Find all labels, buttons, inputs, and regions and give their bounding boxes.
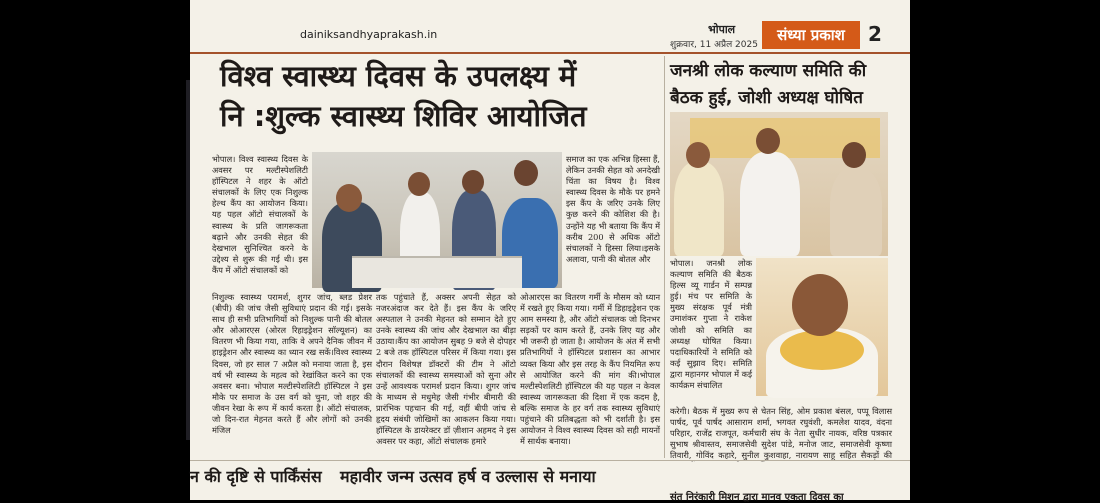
main-story-col1: निशुल्क स्वास्थ्य परामर्श, शुगर जांच, ब्लड प्रेशर (बीपी) की जांच जैसी सुविधाएं प्रदान की गई। इसके साथ ही सभी प्रतिभागियों को निशुल्क पानी की बोतल और ओआरएस (ओरल रिहाइड्रेशन सॉल्यूशन) का वितरण भी किया गया, ताकि वे अपने दैनिक जीवन में हाइड्रेशन और स्वास्थ्य का ध्यान रख सकें।विश्व स्वास्थ्य दिवस, जो हर साल 7 अप्रैल को मनाया जाता है, इस वर्ष भी स्वास्थ्य के महत्व को रेखांकित करने का एक अवसर बना। भोपाल मल्टीस्पेशलिटी हॉस्पिटल ने इस मौके पर समाज के उस वर्ग को चुना, जो शहर की जीवन रेखा के रूप में कार्य करता है। ऑटो संचालक, जो दिन-रात मेहनत करते हैं और लोगों को उनकी मंजिल [212,292,372,436]
website-url: dainiksandhyaprakash.in [300,28,438,41]
footer-headline-right: संत निरंकारी मिशन द्वारा मानव एकता दिवस का [670,492,844,503]
right-black-margin [910,0,1100,500]
side-headline: जनश्री लोक कल्याण समिति की बैठक हुई, जोशी अध्यक्ष घोषित [670,61,867,108]
meeting-stage-photo [670,112,888,256]
masthead-logo: संध्या प्रकाश [762,21,860,49]
footer-headline-left: न की दृष्टि से पार्किंसंस [190,467,322,486]
side-story-wide: करेगी। बैठक में मुख्य रूप से चेतन सिंह, ओम प्रकाश बंसल, पप्पू विलास पार्षद, पूर्व पार्षद आसाराम शर्मा, भगवत रघुवंशी, कमलेश यादव, वंदना परिहार, राजेंद्र राजपूत, कर्मचारी संघ के नेता सुधीर नायक, वरिष्ठ पत्रकार सुभाष श्रीवास्तव, समाजसेवी सुदेश पांडे, मनोज जाट, समाजसेवी कृष्णा तिवारी, गोविंद कहारे, सुनील कुशवाहा, नारायण साहू सहित सैकड़ों की [670,406,892,461]
main-headline-line2: नि :शुल्क स्वास्थ्य शिविर आयोजित [220,99,587,133]
main-story-col3-top: समाज का एक अभिन्न हिस्सा हैं, लेकिन उनकी सेहत को अनदेखी चिंता का विषय है। विश्व स्वास्थ्य दिवस के मौके पर हमने इस कैंप के जरिए उनके लिए कुछ करने की कोशिश की है। उन्होंने यह भी बताया कि कैंप में करीब 200 से अधिक ऑटो संचालकों ने हिस्सा लिया।इसके अलावा, पानी की बोतल और [566,154,661,264]
issue-date: शुक्रवार, 11 अप्रैल 2025 [670,40,758,50]
main-headline [220,56,660,136]
portrait-photo [756,258,888,396]
footer-headline-middle: महावीर जन्म उत्सव हर्ष व उल्लास से मनाया [340,467,596,486]
city-name: भोपाल [708,23,736,36]
newspaper-page [190,0,910,503]
health-camp-photo [312,152,562,288]
main-story-col1-lead: भोपाल। विश्व स्वास्थ्य दिवस के अवसर पर मल्टीस्पेशलिटी हॉस्पिटल ने शहर के ऑटो संचालकों के लिए एक निशुल्क हेल्थ कैंप का आयोजन किया। यह पहल ऑटो संचालकों के स्वास्थ्य के प्रति जागरूकता बढ़ाने और उनकी सेहत की देखभाल सुनिश्चित करने के उद्देश्य से शुरू की गई थी। इस कैंप में ऑटो संचालकों को [212,154,308,275]
column-divider [664,56,665,458]
left-black-margin [0,0,190,500]
main-headline-line1: विश्व स्वास्थ्य दिवस के उपलक्ष्य में [220,59,577,93]
page-number: 2 [868,22,882,46]
page-header [190,18,910,54]
side-story-narrow: भोपाल। जनश्री लोक कल्याण समिति की बैठक हिल्स व्यू गार्डन में सम्पन्न हुई। मंच पर समिति के मुख्य संरक्षक पूर्व मंत्री उमाशंकर गुप्ता ने राकेश जोशी को समिति का अध्यक्ष घोषित किया। पदाधिकारियों ने समिति को कई सुझाव दिए। समिति द्वारा महानगर भोपाल में कई कार्यक्रम संचालित [670,258,752,391]
main-story-col2: तक पहुंचाते हैं, अक्सर अपनी सेहत को नजरअंदाज कर देते हैं। इस कैंप के जरिए अस्पताल ने उनकी मेहनत को सम्मान देते हुए उनके स्वास्थ्य की जांच और देखभाल का बीड़ा उठाया।कैंप का आयोजन सुबह 9 बजे से दोपहर 2 बजे तक हॉस्पिटल परिसर में किया गया। इस दौरान विशेषज्ञ डॉक्टरों की टीम ने ऑटो संचालकों की स्वास्थ्य समस्याओं को सुना और उन्हें आवश्यक परामर्श प्रदान किया। शुगर जांच के माध्यम से मधुमेह जैसी गंभीर बीमारी की प्रारंभिक पहचान की गई, वहीं बीपी जांच से हृदय संबंधी जोखिमों का आकलन किया गया। हॉस्पिटल के डायरेक्टर डॉ ज़ीशान अहमद ने इस अवसर पर कहा, ऑटो संचालक हमारे [376,292,516,447]
footer-divider [190,460,910,461]
main-story-col3: ओआरएस का वितरण गर्मी के मौसम को ध्यान में रखते हुए किया गया। गर्मी में डिहाइड्रेशन एक आम समस्या है, और ऑटो संचालक जो दिनभर सड़कों पर काम करते हैं, उनके लिए यह और भी जरूरी हो जाता है। आयोजन के अंत में सभी प्रतिभागियों ने हॉस्पिटल प्रशासन का आभार व्यक्त किया और इस तरह के कैंप नियमित रूप से आयोजित करने की मांग की।भोपाल मल्टीस्पेशलिटी हॉस्पिटल की यह पहल न केवल स्वास्थ्य जागरूकता की दिशा में एक कदम है, बल्कि समाज के हर वर्ग तक स्वास्थ्य सुविधाएं पहुंचाने की प्रतिबद्धता को भी दर्शाती है। इस आयोजन ने विश्व स्वास्थ्य दिवस को सही मायनों में सार्थक बनाया। [520,292,660,447]
